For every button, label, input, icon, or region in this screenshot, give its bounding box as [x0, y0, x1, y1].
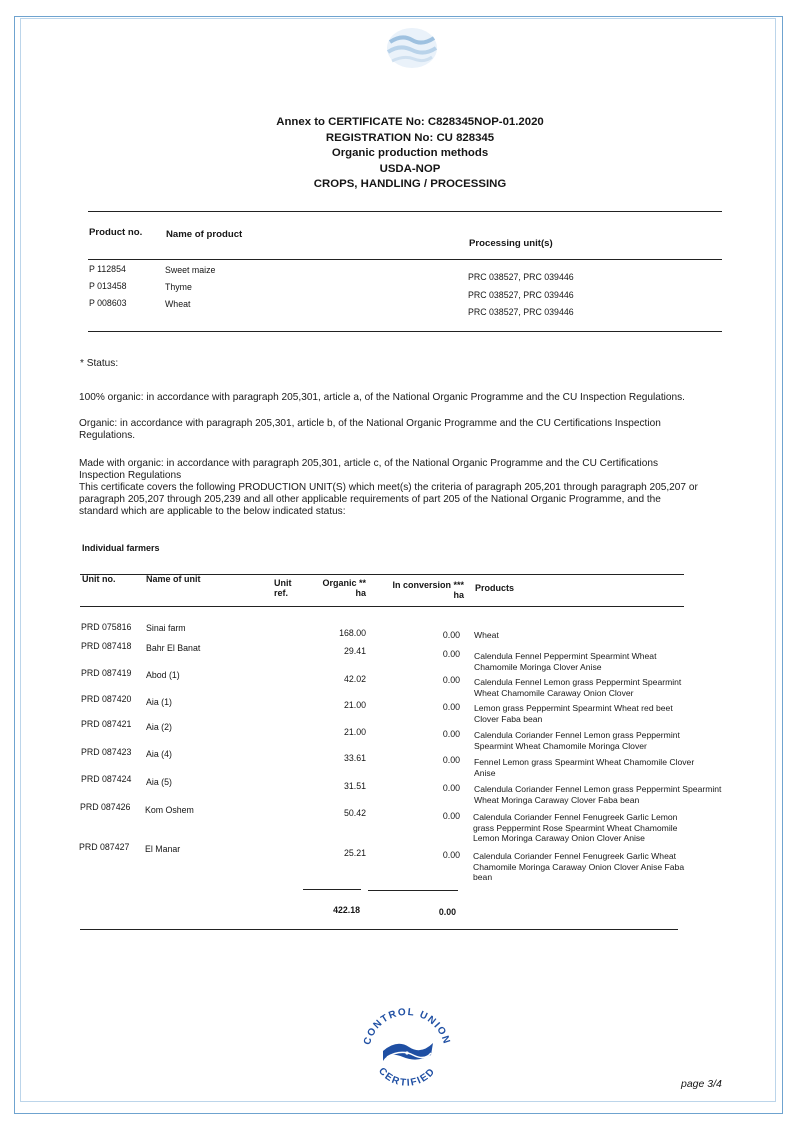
farm-products-line: bean	[473, 872, 493, 883]
farm-products-line: Fennel Lemon grass Spearmint Wheat Chamomile Clover	[474, 757, 695, 767]
col-header-organic-line1: Organic **	[322, 578, 366, 588]
product-processing-units: PRC 038527, PRC 039446	[468, 290, 574, 300]
farm-products	[474, 677, 681, 698]
page-number: page 3/4	[681, 1078, 722, 1090]
farm-products	[473, 851, 684, 883]
farm-unit-no: PRD 087421	[81, 719, 132, 729]
farm-conversion-ha: 0.00	[442, 649, 460, 659]
farm-organic-ha: 50.42	[343, 808, 366, 818]
col-header-in-conversion-ha	[380, 580, 464, 600]
farm-conversion-ha: 0.00	[442, 630, 460, 640]
col-header-unit-no: Unit no.	[82, 574, 116, 584]
farm-conversion-ha: 0.00	[442, 702, 460, 712]
product-no: P 008603	[89, 298, 127, 308]
coverage-text-line3: standard which are applicable to the below indicated status:	[79, 506, 346, 517]
farm-unit-name: Aia (1)	[146, 697, 172, 707]
product-no: P 013458	[89, 281, 127, 291]
farm-products-line: grass Peppermint Rose Spearmint Wheat Chamomile	[473, 822, 678, 833]
col-header-unit-name: Name of unit	[146, 574, 201, 584]
farm-unit-name: Bahr El Banat	[146, 643, 201, 653]
header-standard-line: USDA-NOP	[379, 162, 441, 175]
coverage-text-line2: paragraph 205,207 through 205,239 and all other applicable requirements of part 205 of the National Organic Programme, and the	[79, 494, 661, 505]
farm-unit-name: Abod (1)	[146, 670, 180, 680]
farm-organic-ha: 168.00	[339, 628, 366, 638]
farm-unit-name: Aia (5)	[146, 777, 172, 787]
farm-products	[474, 784, 721, 805]
farm-products-line: Lemon grass Peppermint Spearmint Wheat red beet	[474, 703, 673, 713]
status-made-with-organic-line1: Made with organic: in accordance with paragraph 205,301, article c, of the National Organic Programme and the CU Certifications	[79, 458, 659, 469]
farm-conversion-ha: 0.00	[442, 811, 460, 821]
farm-products-line: Calendula Coriander Fennel Lemon grass Peppermint	[474, 730, 680, 740]
farm-products-line: Chamomile Moringa Clover Anise	[474, 661, 602, 672]
col-header-conversion-line2: ha	[453, 590, 464, 600]
farm-products	[473, 812, 677, 844]
farm-conversion-ha: 0.00	[442, 783, 460, 793]
farm-organic-ha: 25.21	[343, 848, 366, 858]
control-union-wave-logo	[382, 24, 442, 72]
product-no: P 112854	[89, 264, 126, 274]
farm-products-line: Calendula Fennel Peppermint Spearmint Wheat	[474, 651, 657, 661]
col-header-unit-ref-line1: Unit	[274, 578, 292, 588]
farmers-table-header-rule	[80, 606, 684, 607]
farm-organic-ha: 29.41	[343, 646, 366, 656]
farm-unit-no: PRD 087423	[81, 747, 132, 757]
farm-unit-no: PRD 075816	[81, 622, 132, 632]
farm-organic-ha: 42.02	[343, 674, 366, 684]
farm-products-line: Calendula Coriander Fennel Lemon grass Peppermint Spearmint	[474, 784, 722, 794]
farm-unit-name: Aia (4)	[146, 749, 172, 759]
farm-organic-ha: 33.61	[343, 753, 366, 763]
control-union-certified-stamp	[357, 1003, 457, 1095]
farmers-table-bottom-rule	[80, 929, 678, 930]
farm-products-line: Wheat Chamomile Caraway Onion Clover	[474, 687, 634, 698]
farm-organic-ha: 31.51	[343, 781, 366, 791]
col-header-product-no: Product no.	[89, 227, 143, 238]
farm-products	[474, 703, 673, 724]
products-table-header-rule	[88, 259, 722, 260]
products-table-top-rule	[88, 211, 722, 212]
status-100-organic: 100% organic: in accordance with paragraph 205,301, article a, of the National Organic Programme and the CU Inspection Regulations.	[79, 392, 685, 403]
farm-conversion-ha: 0.00	[442, 850, 460, 860]
farm-unit-name: Aia (2)	[146, 722, 172, 732]
product-name: Thyme	[165, 282, 192, 292]
farm-unit-name: Sinai farm	[146, 623, 186, 633]
header-scope-line: CROPS, HANDLING / PROCESSING	[313, 178, 507, 191]
farm-products	[474, 730, 680, 751]
farm-organic-ha: 21.00	[343, 700, 366, 710]
farm-products-line: Anise	[474, 767, 496, 778]
col-header-unit-ref	[274, 578, 292, 598]
total-organic-rule	[303, 889, 361, 890]
farm-products-line: Clover Faba bean	[474, 713, 543, 724]
farm-unit-no: PRD 087424	[81, 774, 132, 784]
farm-products-line: Spearmint Wheat Chamomile Moringa Clover	[474, 740, 647, 751]
col-header-products: Products	[475, 583, 515, 593]
farm-unit-no: PRD 087420	[81, 694, 132, 704]
total-conversion-rule	[368, 890, 458, 891]
status-heading: * Status:	[80, 358, 119, 369]
farm-unit-name: El Manar	[145, 844, 181, 854]
certificate-header	[260, 115, 560, 193]
farm-products-line: Wheat	[474, 630, 499, 640]
product-name: Wheat	[165, 299, 191, 309]
status-made-with-organic-line2: Inspection Regulations	[79, 470, 182, 481]
farm-products	[474, 651, 656, 672]
farm-products-line: Chamomile Moringa Caraway Onion Clover Anise Faba	[473, 861, 685, 872]
col-header-organic-ha	[308, 578, 366, 598]
farm-products-line: Calendula Fennel Lemon grass Peppermint Spearmint	[474, 677, 682, 687]
farm-unit-name: Kom Oshem	[145, 805, 194, 815]
col-header-processing-units: Processing unit(s)	[469, 238, 553, 249]
product-processing-units: PRC 038527, PRC 039446	[468, 272, 574, 282]
status-organic-line1: Organic: in accordance with paragraph 205,301, article b, of the National Organic Programme and the CU Certifications Inspection	[79, 418, 661, 429]
farm-unit-no: PRD 087427	[79, 842, 130, 852]
farm-unit-no: PRD 087418	[81, 641, 132, 651]
farm-products	[474, 630, 499, 641]
farm-products-line: Calendula Coriander Fennel Fenugreek Garlic Lemon	[473, 812, 678, 822]
product-processing-units: PRC 038527, PRC 039446	[468, 307, 574, 317]
stamp-top-text: CONTROL UNION	[361, 1006, 453, 1047]
products-table-bottom-rule	[88, 331, 722, 332]
farm-conversion-ha: 0.00	[442, 755, 460, 765]
total-organic-ha: 422.18	[333, 905, 360, 915]
product-name: Sweet maize	[165, 265, 216, 275]
farm-products-line: Lemon Moringa Caraway Onion Clover Anise	[473, 833, 645, 844]
section-title-individual-farmers: Individual farmers	[82, 543, 160, 553]
header-annex-line: Annex to CERTIFICATE No: C828345NOP-01.2020	[276, 116, 544, 128]
status-organic-line2: Regulations.	[79, 430, 136, 441]
farm-conversion-ha: 0.00	[442, 675, 460, 685]
total-conversion-ha: 0.00	[438, 907, 456, 917]
col-header-unit-ref-line2: ref.	[274, 588, 289, 598]
farm-organic-ha: 21.00	[343, 727, 366, 737]
col-header-conversion-line1: In conversion ***	[392, 580, 464, 590]
farm-unit-no: PRD 087419	[81, 668, 132, 678]
farm-unit-no: PRD 087426	[80, 802, 131, 812]
farm-products-line: Calendula Coriander Fennel Fenugreek Garlic Wheat	[473, 851, 677, 861]
farm-products-line: Wheat Moringa Caraway Clover Faba bean	[474, 794, 640, 805]
stamp-bottom-text: CERTIFIED	[376, 1065, 438, 1089]
header-methods-line: Organic production methods	[331, 147, 489, 160]
farm-products	[474, 757, 694, 778]
farm-conversion-ha: 0.00	[442, 729, 460, 739]
header-registration-line: REGISTRATION No: CU 828345	[325, 131, 495, 144]
col-header-product-name: Name of product	[166, 229, 243, 240]
col-header-organic-line2: ha	[355, 588, 366, 598]
coverage-text-line1: This certificate covers the following PRODUCTION UNIT(S) which meet(s) the criteria of paragraph 205,201 through paragraph 205,207 or	[79, 482, 698, 493]
